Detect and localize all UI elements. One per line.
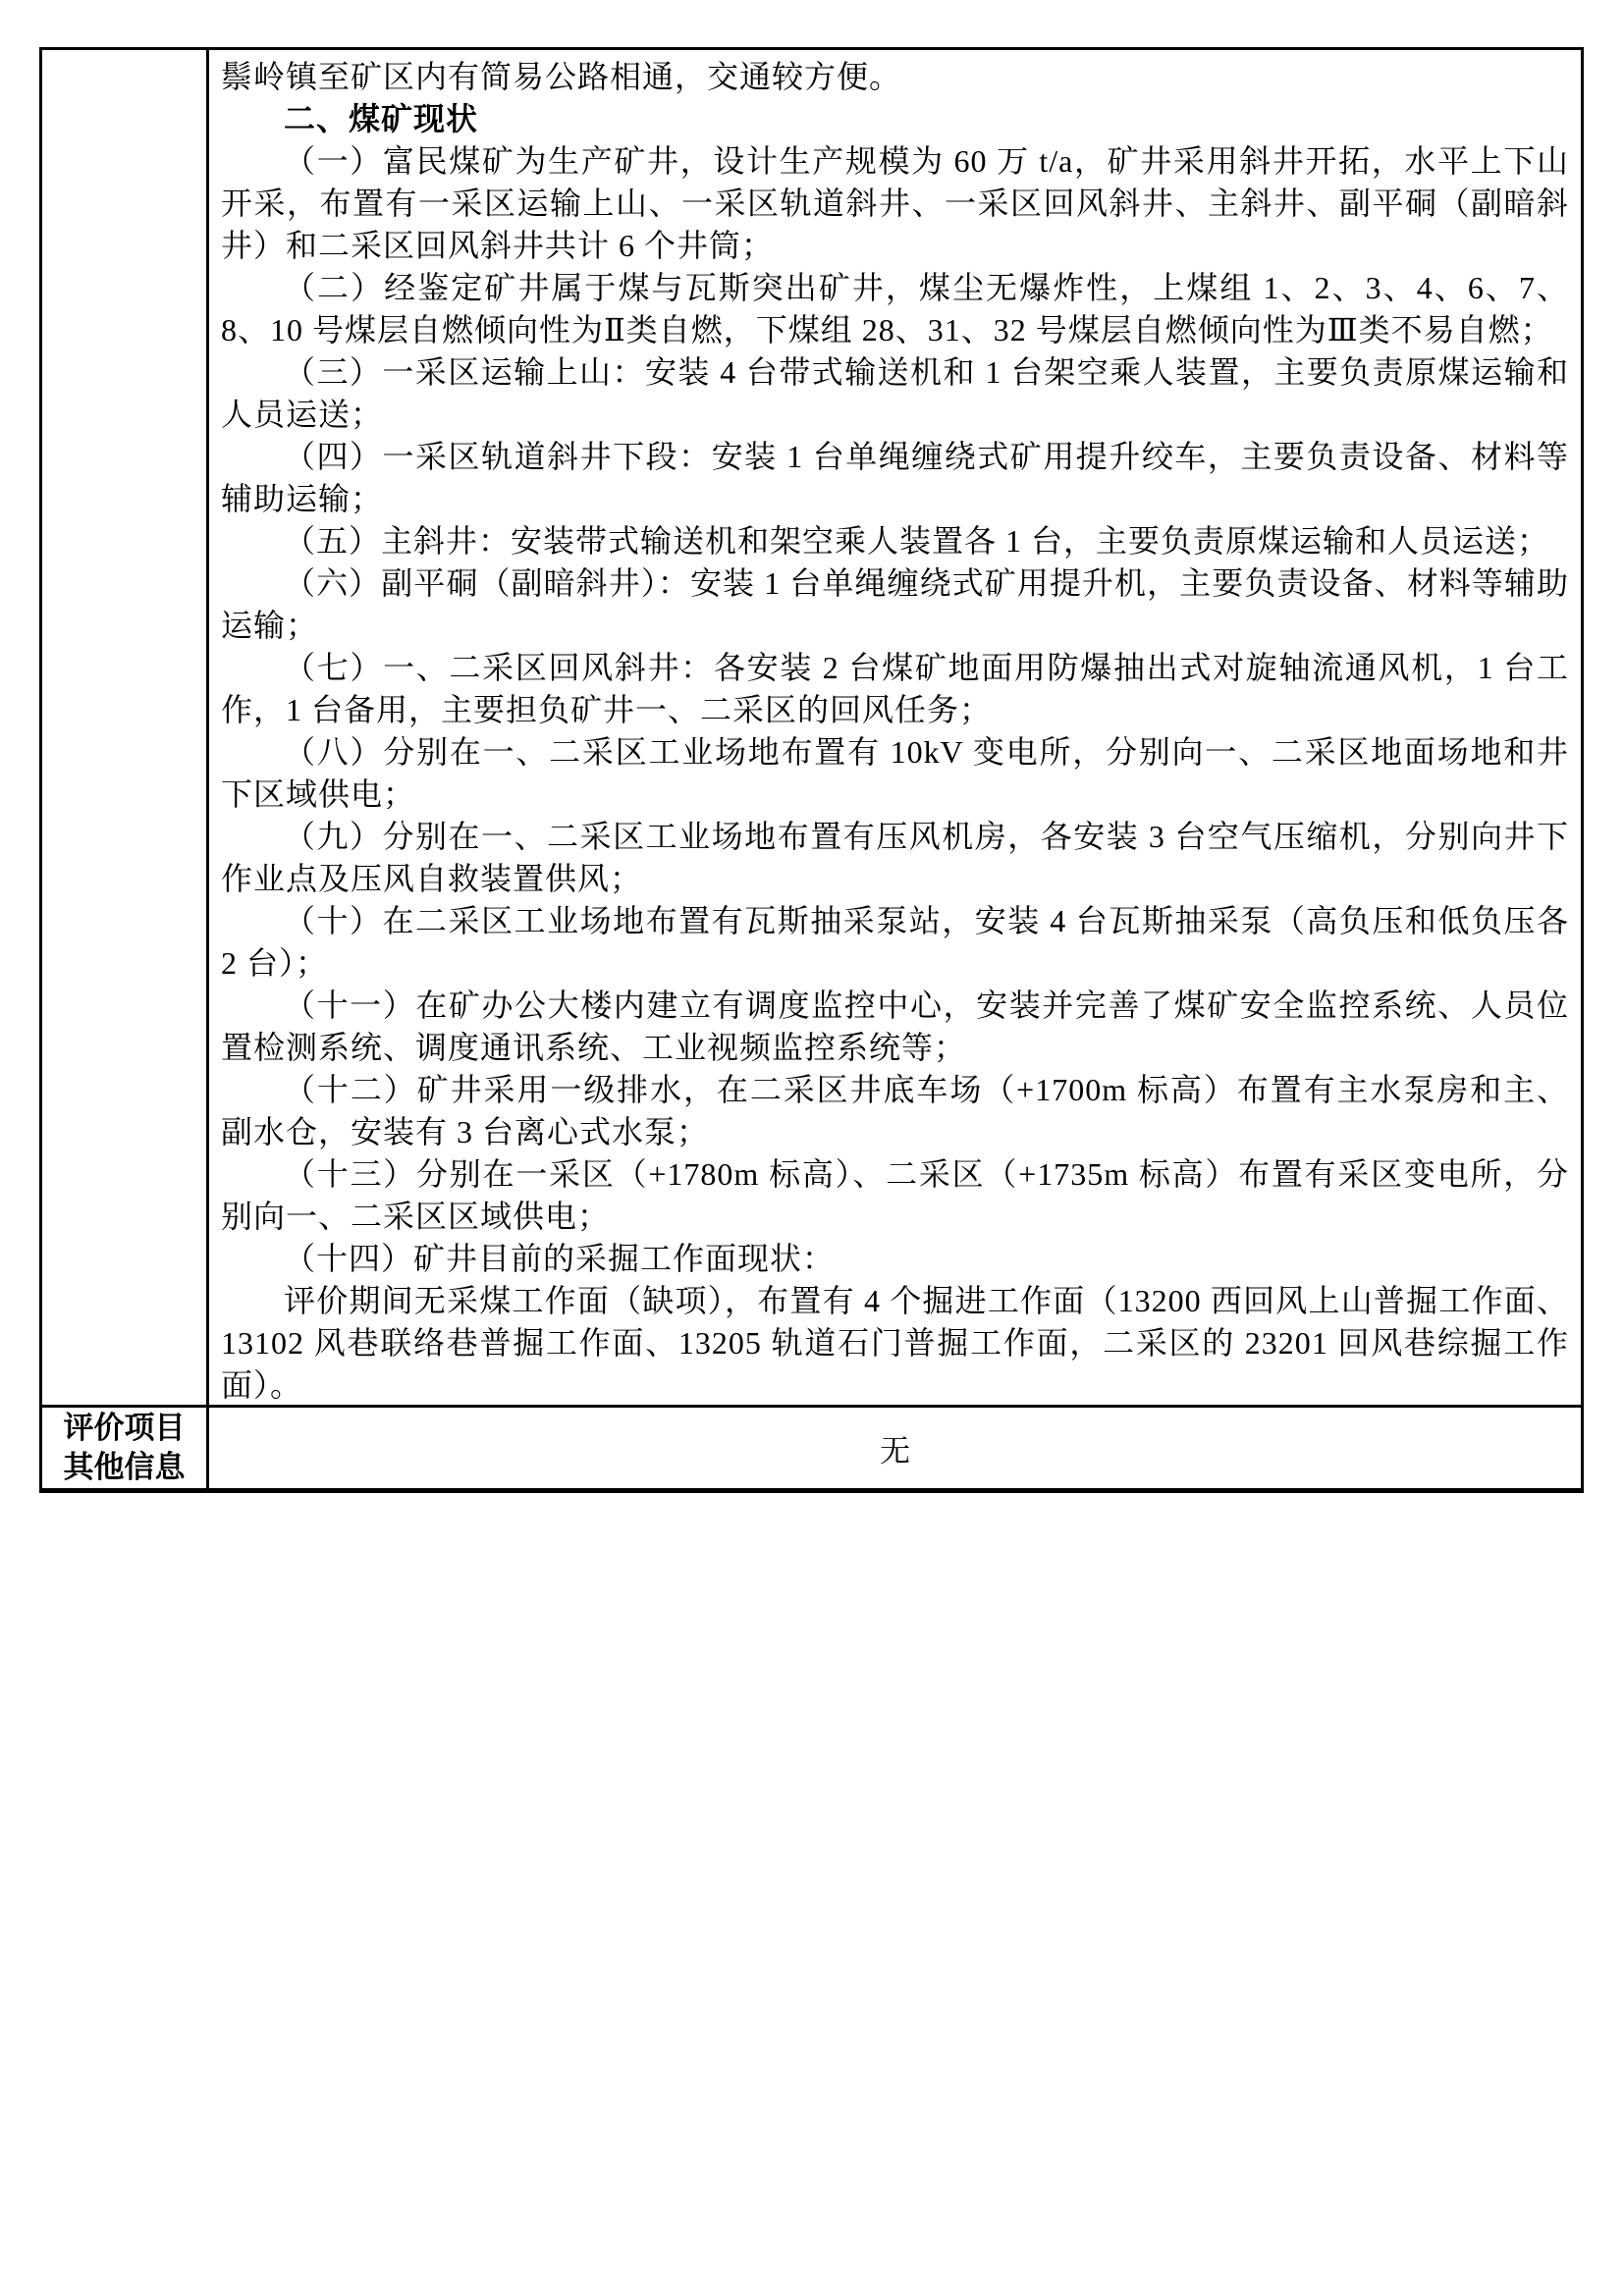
paragraph-item-3: （三）一采区运输上山：安装 4 台带式输送机和 1 台架空乘人装置，主要负责原煤运输和人员运送； — [221, 354, 1569, 432]
paragraph-item-7: （七）一、二采区回风斜井：各安装 2 台煤矿地面用防爆抽出式对旋轴流通风机，1 台工作，1 台备用，主要担负矿井一、二采区的回风任务； — [221, 650, 1569, 727]
section-heading-mine-status: 二、煤矿现状 — [284, 101, 479, 136]
paragraph-item-2: （二）经鉴定矿井属于煤与瓦斯突出矿井，煤尘无爆炸性，上煤组 1、2、3、4、6、7、8、10 号煤层自燃倾向性为Ⅱ类自燃，下煤组 28、31、32 号煤层自燃倾向性为Ⅲ类不易自燃； — [221, 270, 1569, 347]
footer-label-cell — [42, 1408, 209, 1488]
footer-row — [42, 1405, 1581, 1488]
paragraph-item-10: （十）在二采区工业场地布置有瓦斯抽采泵站，安装 4 台瓦斯抽采泵（高负压和低负压各 2 台）； — [221, 903, 1569, 981]
document-table — [39, 47, 1584, 1493]
paragraph-item-6: （六）副平硐（副暗斜井）：安装 1 台单绳缠绕式矿用提升机，主要负责设备、材料等辅助运输； — [221, 565, 1569, 643]
side-column-empty-cell — [42, 50, 209, 1405]
paragraph-item-5: （五）主斜井：安装带式输送机和架空乘人装置各 1 台，主要负责原煤运输和人员运送； — [284, 523, 1550, 559]
paragraph-item-14: （十四）矿井目前的采掘工作面现状： — [284, 1241, 836, 1276]
paragraph-item-9: （九）分别在一、二采区工业场地布置有压风机房，各安装 3 台空气压缩机，分别向井下作业点及压风自救装置供风； — [221, 819, 1569, 896]
paragraph-item-13: （十三）分别在一采区（+1780m 标高）、二采区（+1735m 标高）布置有采区变电所，分别向一、二采区区域供电； — [221, 1156, 1569, 1234]
paragraph-item-1: （一）富民煤矿为生产矿井，设计生产规模为 60 万 t/a，矿井采用斜井开拓，水平上下山开采，布置有一采区运输上山、一采区轨道斜井、一采区回风斜井、主斜井、副平硐（副暗斜井）和二采区回风斜井共计 6 个井筒； — [221, 143, 1569, 263]
content-cell — [209, 50, 1581, 1405]
paragraph-road-access: 鬃岭镇至矿区内有简易公路相通，交通较方便。 — [221, 59, 902, 94]
paragraph-working-faces: 评价期间无采煤工作面（缺项），布置有 4 个掘进工作面（13200 西回风上山普掘工作面、13102 风巷联络巷普掘工作面、13205 轨道石门普掘工作面，二采区的 23201 回风巷综掘工作面）。 — [221, 1283, 1569, 1403]
paragraph-item-12: （十二）矿井采用一级排水，在二采区井底车场（+1700m 标高）布置有主水泵房和主、副水仓，安装有 3 台离心式水泵； — [221, 1072, 1569, 1149]
footer-value: 无 — [880, 1433, 910, 1468]
main-row — [42, 50, 1581, 1405]
footer-value-cell — [209, 1408, 1581, 1488]
paragraph-item-11: （十一）在矿办公大楼内建立有调度监控中心，安装并完善了煤矿安全监控系统、人员位置检测系统、调度通讯系统、工业视频监控系统等； — [221, 988, 1569, 1065]
paragraph-item-8: （八）分别在一、二采区工业场地布置有 10kV 变电所，分别向一、二采区地面场地和井下区域供电； — [221, 734, 1569, 812]
paragraph-item-4: （四）一采区轨道斜井下段：安装 1 台单绳缠绕式矿用提升绞车，主要负责设备、材料等辅助运输； — [221, 439, 1569, 516]
footer-label-line2: 其他信息 — [63, 1450, 186, 1484]
footer-label-line1: 评价项目 — [63, 1411, 186, 1445]
